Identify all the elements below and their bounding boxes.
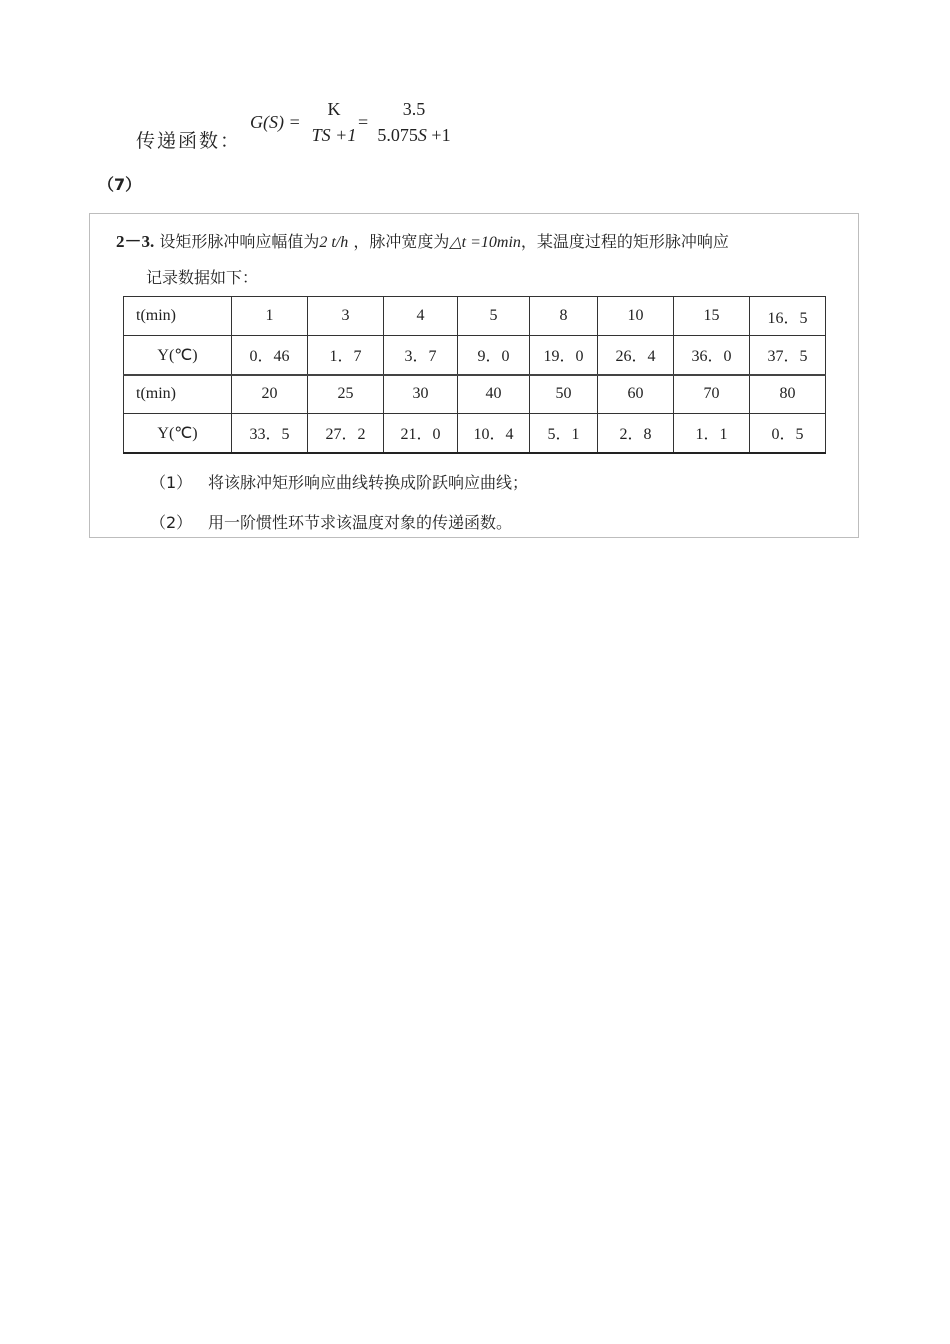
table-cell: 26．4 — [598, 336, 674, 375]
transfer-function-formula — [136, 96, 536, 156]
fraction-general-numerator: K — [327, 99, 341, 119]
table-cell: 10．4 — [458, 414, 530, 453]
fraction-numeric — [372, 96, 456, 148]
sub-question-1-text: 将该脉冲矩形响应曲线转换成阶跃响应曲线； — [208, 473, 529, 492]
problem-2-3-box — [89, 213, 859, 538]
problem-text-continued: 记录数据如下： — [146, 268, 259, 287]
table-cell: 36．0 — [674, 336, 750, 375]
sub-question-2-number: （2） — [150, 513, 193, 532]
table-cell: 25 — [308, 375, 384, 414]
table-cell: 8 — [530, 297, 598, 336]
table-cell: 21．0 — [384, 414, 458, 453]
sub-question-1 — [150, 470, 528, 493]
problem-statement — [116, 227, 729, 252]
table-cell: 30 — [384, 375, 458, 414]
table-cell: 0．46 — [232, 336, 308, 375]
table-cell: 33．5 — [232, 414, 308, 453]
sub-question-2-text: 用一阶惯性环节求该温度对象的传递函数。 — [208, 513, 513, 532]
formula-equals: = — [358, 112, 369, 132]
table-cell: 50 — [530, 375, 598, 414]
table-cell: 2．8 — [598, 414, 674, 453]
table-cell: t(min) — [124, 375, 232, 414]
fraction-general-denominator: TS +1 — [311, 125, 357, 145]
table-cell: 1 — [232, 297, 308, 336]
table-cell: 15 — [674, 297, 750, 336]
problem-text-b: ，脉冲宽度为 — [353, 232, 450, 251]
formula-lhs — [250, 112, 301, 133]
table-cell: 40 — [458, 375, 530, 414]
formula-lhs-text: G(S) = — [250, 112, 301, 132]
transfer-function-label: 传递函数： — [136, 130, 242, 152]
item-number-7: （7） — [98, 175, 142, 194]
fraction-numeric-denominator — [372, 122, 456, 148]
table-cell: 1．1 — [674, 414, 750, 453]
table-cell: 20 — [232, 375, 308, 414]
table-cell: 19．0 — [530, 336, 598, 375]
denominator-variable: S — [417, 125, 427, 145]
pulse-width: △t =10min — [449, 234, 521, 251]
denominator-coefficient: 5.075 — [377, 125, 418, 145]
fraction-general — [306, 96, 362, 148]
table-cell: 5．1 — [530, 414, 598, 453]
table-row — [124, 375, 826, 414]
table-cell: 5 — [458, 297, 530, 336]
table-cell: Y(℃) — [124, 414, 232, 453]
table-cell: 3 — [308, 297, 384, 336]
table-row — [124, 414, 826, 453]
table-row — [124, 297, 826, 336]
fraction-numeric-numerator: 3.5 — [402, 99, 426, 119]
table-cell: 1．7 — [308, 336, 384, 375]
table-cell: 3．7 — [384, 336, 458, 375]
table-row — [124, 336, 826, 375]
table-cell: t(min) — [124, 297, 232, 336]
table-cell: 9．0 — [458, 336, 530, 375]
denominator-constant: +1 — [426, 125, 451, 145]
table-cell: 37．5 — [750, 336, 826, 375]
table-cell: 16．5 — [750, 297, 826, 336]
table-cell: 4 — [384, 297, 458, 336]
problem-number: 2－3. — [116, 232, 155, 251]
table-cell: 10 — [598, 297, 674, 336]
table-cell: 27．2 — [308, 414, 384, 453]
table-cell: 60 — [598, 375, 674, 414]
sub-question-2 — [150, 510, 512, 533]
response-data-table — [123, 296, 826, 454]
table-cell: 80 — [750, 375, 826, 414]
sub-question-1-number: （1） — [150, 473, 193, 492]
problem-text-a: 设矩形脉冲响应幅值为 — [159, 232, 320, 251]
table-cell: Y(℃) — [124, 336, 232, 375]
problem-text-c: ，某温度过程的矩形脉冲响应 — [520, 232, 729, 251]
pulse-amplitude: 2 t/h — [319, 234, 349, 251]
table-cell: 0．5 — [750, 414, 826, 453]
table-cell: 70 — [674, 375, 750, 414]
